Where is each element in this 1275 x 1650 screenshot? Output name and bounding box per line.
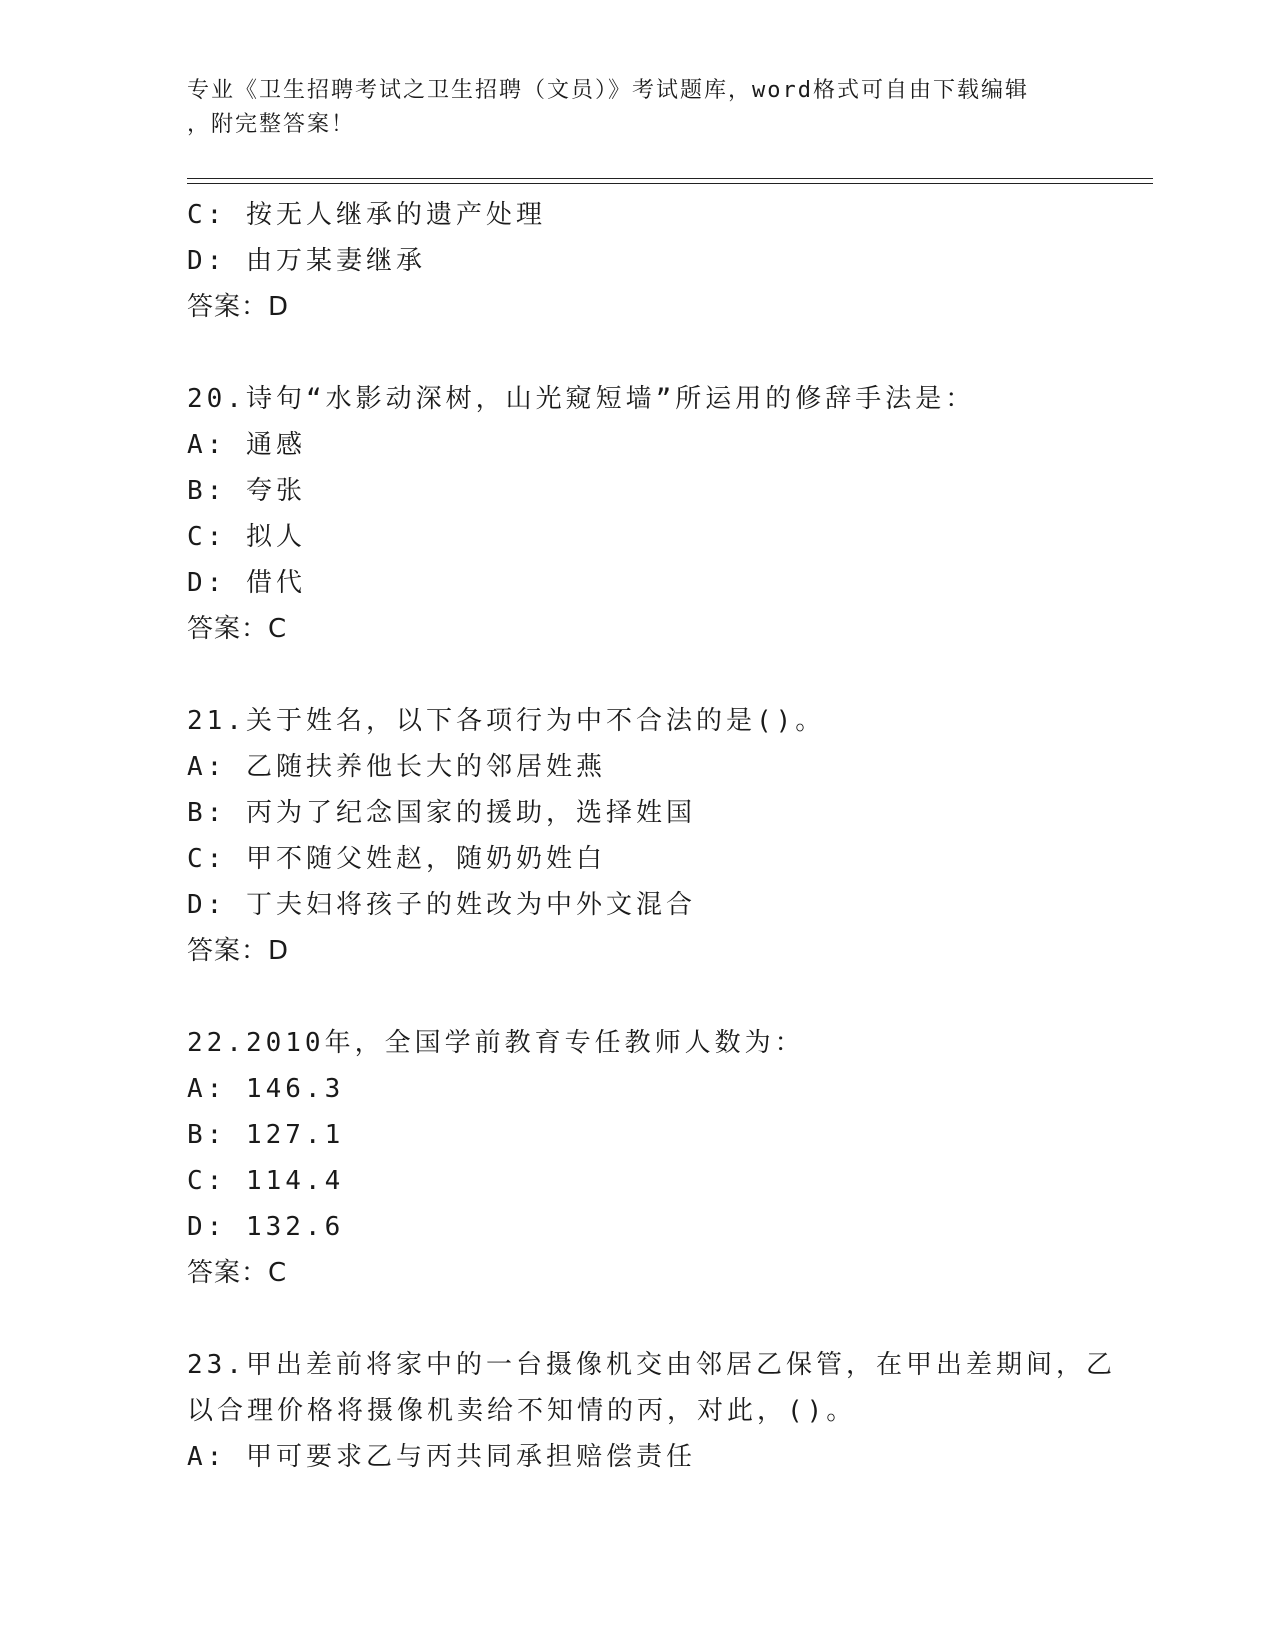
question-19-partial [187,192,1127,330]
option-d: D: 借代 [187,568,306,598]
option-c: C: 甲不随父姓赵，随奶奶姓白 [187,844,606,874]
question-text-line-2: 以合理价格将摄像机卖给不知情的丙，对此，()。 [187,1396,857,1426]
option-a: A: 通感 [187,430,306,460]
option-a: A: 乙随扶养他长大的邻居姓燕 [187,752,606,782]
question-21 [187,698,1127,974]
header-line-1: 专业《卫生招聘考试之卫生招聘（文员）》考试题库，word格式可自由下载编辑 [187,78,1029,103]
option-a: A: 146.3 [187,1074,345,1104]
option-c: C: 按无人继承的遗产处理 [187,200,546,230]
question-list [187,192,1127,1480]
question-text-line-1: 23.甲出差前将家中的一台摄像机交由邻居乙保管，在甲出差期间，乙 [187,1350,1116,1380]
option-d: D: 由万某妻继承 [187,246,426,276]
header-divider-bottom [187,183,1153,184]
header-divider-top [187,178,1153,179]
answer: 答案：D [187,292,290,322]
option-c: C: 114.4 [187,1166,345,1196]
option-a: A: 甲可要求乙与丙共同承担赔偿责任 [187,1442,696,1472]
header-line-2: ，附完整答案！ [187,112,356,137]
question-text: 22.2010年，全国学前教育专任教师人数为： [187,1028,805,1058]
question-text: 21.关于姓名，以下各项行为中不合法的是()。 [187,706,826,736]
question-23 [187,1342,1127,1480]
document-header [187,74,1087,142]
question-22 [187,1020,1127,1296]
option-b: B: 丙为了纪念国家的援助，选择姓国 [187,798,696,828]
question-20 [187,376,1127,652]
answer: 答案：C [187,1258,288,1288]
question-text: 20.诗句“水影动深树，山光窥短墙”所运用的修辞手法是： [187,384,976,414]
option-d: D: 丁夫妇将孩子的姓改为中外文混合 [187,890,696,920]
option-c: C: 拟人 [187,522,306,552]
option-d: D: 132.6 [187,1212,345,1242]
option-b: B: 127.1 [187,1120,345,1150]
answer: 答案：C [187,614,288,644]
option-b: B: 夸张 [187,476,306,506]
answer: 答案：D [187,936,290,966]
